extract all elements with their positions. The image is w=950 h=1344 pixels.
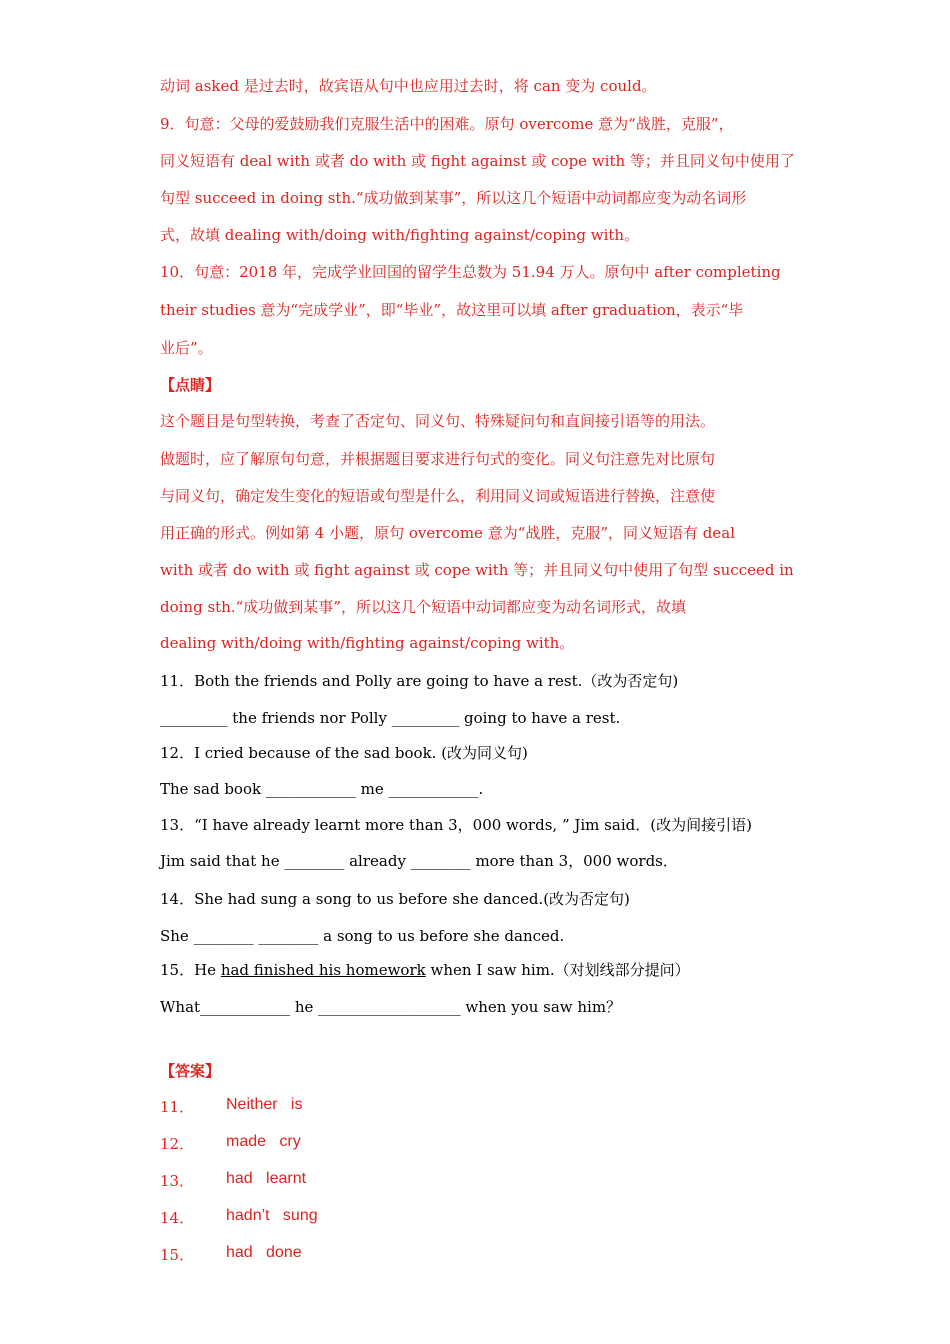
question-13-blank: Jim said that he ________ already ________ more than 3，000 words． [160,852,678,870]
analysis-line: 动词 asked 是过去时，故宾语从句中也应用过去时，将 can 变为 could。 [160,77,657,95]
question-15-prefix: 15．He [160,961,221,979]
analysis-line: 10．句意：2018 年，完成学业回国的留学生总数为 51.94 万人。原句中 after completing [160,263,781,281]
question-14-blank: She ________ ________ a song to us before she danced. [160,927,565,945]
tip-line: 与同义句，确定发生变化的短语或句型是什么，利用同义词或短语进行替换，注意使 [160,487,716,505]
answer-text: had learnt [226,1170,307,1187]
analysis-line: 9．句意：父母的爱鼓励我们克服生活中的困难。原句 overcome 意为“战胜，克服”， [160,115,734,133]
analysis-line: 业后”。 [160,339,213,357]
answer-number: 15． [160,1246,195,1264]
tip-line: 用正确的形式。例如第 4 小题，原句 overcome 意为“战胜，克服”，同义短语有 deal [160,524,736,542]
answer-number: 13． [160,1172,195,1190]
question-15-blank: What____________ he ___________________ when you saw him？ [160,998,622,1016]
analysis-line: 式，故填 dealing with/doing with/fighting against/coping with。 [160,226,640,244]
question-14: 14．She had sung a song to us before she danced.(改为否定句) [160,890,630,908]
tip-line: 做题时，应了解原句句意，并根据题目要求进行句式的变化。同义句注意先对比原句 [160,450,716,468]
answer-number: 14． [160,1209,195,1227]
question-13: 13．“I have already learnt more than 3，000 words, ” Jim said．(改为间接引语) [160,816,752,834]
question-12: 12．I cried because of the sad book. (改为同义句) [160,744,528,762]
tip-line: doing sth.“成功做到某事”，所以这几个短语中动词都应变为动名词形式，故填 [160,598,686,616]
answer-number: 11． [160,1098,195,1116]
question-11-blank: _________ the friends nor Polly _________ going to have a rest. [160,709,621,727]
answer-text: had done [226,1244,302,1261]
answer-text: made cry [226,1133,301,1150]
answer-text: Neither is [226,1096,303,1113]
answer-heading: 【答案】 [160,1062,221,1080]
question-12-blank: The sad book ____________ me ____________. [160,780,484,798]
answer-number: 12． [160,1135,195,1153]
analysis-line: 句型 succeed in doing sth.“成功做到某事”，所以这几个短语中动词都应变为动名词形 [160,189,747,207]
tip-line: with 或者 do with 或 fight against 或 cope with 等；并且同义句中使用了句型 succeed in [160,561,794,579]
analysis-line: 同义短语有 deal with 或者 do with 或 fight against 或 cope with 等；并且同义句中使用了 [160,152,795,170]
analysis-line: their studies 意为“完成学业”，即“毕业”，故这里可以填 after graduation，表示“毕 [160,301,744,319]
question-15 [160,960,800,980]
tip-line: 这个题目是句型转换，考查了否定句、同义句、特殊疑问句和直间接引语等的用法。 [160,412,716,430]
tip-heading: 【点睛】 [160,376,221,394]
question-15-suffix: when I saw him.（对划线部分提问） [425,961,690,979]
tip-line: dealing with/doing with/fighting against/coping with。 [160,634,575,652]
question-15-underlined: had finished his homework [220,961,426,979]
question-11: 11．Both the friends and Polly are going to have a rest.（改为否定句) [160,672,679,690]
answer-text: hadn’t sung [226,1207,318,1224]
